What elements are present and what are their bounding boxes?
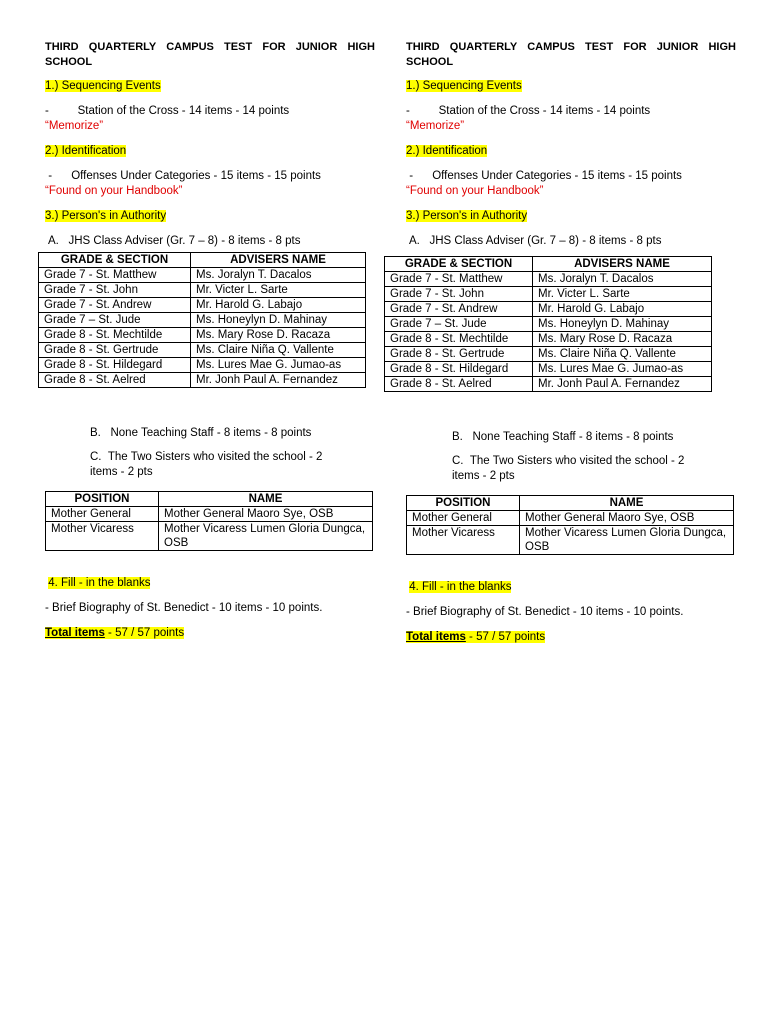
section-4-heading: 4. Fill - in the blanks: [409, 581, 512, 593]
table-header: POSITION: [407, 496, 520, 511]
section-2-detail: - Offenses Under Categories - 15 items - 15 points “Found on your Handbook”: [406, 170, 682, 197]
sisters-table-left: [45, 491, 373, 551]
table-row: [39, 313, 366, 328]
table-cell: Mother General Maoro Sye, OSB: [159, 507, 373, 522]
table-header: GRADE & SECTION: [385, 257, 533, 272]
table-header: ADVISERS NAME: [191, 253, 366, 268]
table-row: [407, 511, 734, 526]
table-cell: Ms. Mary Rose D. Racaza: [533, 332, 712, 347]
table-cell: Grade 8 - St. Mechtilde: [39, 328, 191, 343]
table-row: [385, 317, 712, 332]
section-3b-text: B. None Teaching Staff - 8 items - 8 points: [90, 427, 312, 439]
total-line: [406, 630, 736, 645]
right-column: [406, 40, 736, 249]
advisers-table-right: [384, 256, 712, 392]
total-label: Total items: [406, 631, 466, 643]
table-cell: Mother Vicaress Lumen Gloria Dungca, OSB: [159, 522, 373, 551]
section-3bc-left: [90, 426, 350, 480]
section-3a-text: A. JHS Class Adviser (Gr. 7 – 8) - 8 items - 8 pts: [409, 235, 662, 247]
table-cell: Ms. Lures Mae G. Jumao-as: [533, 362, 712, 377]
sisters-table-right: [406, 495, 734, 555]
table-header: NAME: [159, 492, 373, 507]
table-cell: Mother General Maoro Sye, OSB: [520, 511, 734, 526]
table-cell: Mr. Jonh Paul A. Fernandez: [533, 377, 712, 392]
table-header: GRADE & SECTION: [39, 253, 191, 268]
table-header: POSITION: [46, 492, 159, 507]
table-cell: Grade 7 - St. Matthew: [385, 272, 533, 287]
table-cell: Ms. Mary Rose D. Racaza: [191, 328, 366, 343]
table-cell: Mr. Jonh Paul A. Fernandez: [191, 373, 366, 388]
section-3c-text: C. The Two Sisters who visited the school - 2 items - 2 pts: [452, 455, 685, 482]
section-1-note: “Memorize”: [406, 120, 465, 132]
table-cell: Grade 8 - St. Mechtilde: [385, 332, 533, 347]
table-row: [385, 332, 712, 347]
table-cell: Grade 8 - St. Gertrude: [385, 347, 533, 362]
table-row: [39, 343, 366, 358]
section-2-note: “Found on your Handbook”: [45, 185, 183, 197]
total-value: - 57 / 57 points: [104, 627, 185, 639]
table-row: [39, 283, 366, 298]
table-cell: Mother General: [407, 511, 520, 526]
document-title: THIRD QUARTERLY CAMPUS TEST FOR JUNIOR HIGH SCHOOL: [406, 41, 736, 68]
total-line: [45, 626, 375, 641]
table-cell: Grade 8 - St. Aelred: [385, 377, 533, 392]
section-1-detail: - Station of the Cross - 14 items - 14 points “Memorize”: [406, 105, 651, 132]
document-title: THIRD QUARTERLY CAMPUS TEST FOR JUNIOR HIGH SCHOOL: [45, 41, 375, 68]
table-cell: Grade 7 - St. Andrew: [39, 298, 191, 313]
table-cell: Ms. Joralyn T. Dacalos: [191, 268, 366, 283]
table-cell: Grade 7 - St. John: [39, 283, 191, 298]
table-cell: Grade 8 - St. Gertrude: [39, 343, 191, 358]
section-1-heading: 1.) Sequencing Events: [406, 80, 522, 92]
table-header-row: [39, 253, 366, 268]
table-cell: Ms. Honeylyn D. Mahinay: [533, 317, 712, 332]
table-row: [385, 377, 712, 392]
table-header: ADVISERS NAME: [533, 257, 712, 272]
section-1-note: “Memorize”: [45, 120, 104, 132]
table-cell: Grade 7 - St. Matthew: [39, 268, 191, 283]
section-4-detail: - Brief Biography of St. Benedict - 10 items - 10 points.: [406, 606, 684, 618]
table-cell: Grade 7 - St. John: [385, 287, 533, 302]
section-3-heading: 3.) Person's in Authority: [406, 210, 528, 222]
table-cell: Ms. Claire Niña Q. Vallente: [191, 343, 366, 358]
table-header-row: [385, 257, 712, 272]
section-4-heading: 4. Fill - in the blanks: [48, 577, 151, 589]
table-row: [39, 268, 366, 283]
table-cell: Grade 8 - St. Aelred: [39, 373, 191, 388]
table-cell: Mr. Harold G. Labajo: [533, 302, 712, 317]
total-value: - 57 / 57 points: [465, 631, 546, 643]
table-cell: Ms. Lures Mae G. Jumao-as: [191, 358, 366, 373]
table-cell: Mother General: [46, 507, 159, 522]
section-1-heading: 1.) Sequencing Events: [45, 80, 161, 92]
table-header-row: [46, 492, 373, 507]
table-row: [46, 522, 373, 551]
section-3bc-right: [452, 430, 714, 484]
table-row: [39, 373, 366, 388]
table-cell: Mother Vicaress: [407, 526, 520, 555]
table-row: [407, 526, 734, 555]
table-cell: Mother Vicaress Lumen Gloria Dungca, OSB: [520, 526, 734, 555]
section-3b-text: B. None Teaching Staff - 8 items - 8 points: [452, 431, 674, 443]
table-header-row: [407, 496, 734, 511]
table-row: [385, 287, 712, 302]
section-3-heading: 3.) Person's in Authority: [45, 210, 167, 222]
section-2-note: “Found on your Handbook”: [406, 185, 544, 197]
section-3a-text: A. JHS Class Adviser (Gr. 7 – 8) - 8 items - 8 pts: [48, 235, 301, 247]
section-4-detail: - Brief Biography of St. Benedict - 10 items - 10 points.: [45, 602, 323, 614]
left-column: [45, 40, 375, 249]
section-2-heading: 2.) Identification: [406, 145, 488, 157]
section-4-right: [406, 580, 736, 645]
table-row: [39, 358, 366, 373]
table-cell: Grade 8 - St. Hildegard: [385, 362, 533, 377]
table-cell: Grade 7 – St. Jude: [39, 313, 191, 328]
table-cell: Grade 8 - St. Hildegard: [39, 358, 191, 373]
section-4-left: [45, 576, 375, 641]
table-header: NAME: [520, 496, 734, 511]
table-cell: Ms. Joralyn T. Dacalos: [533, 272, 712, 287]
advisers-table-left: [38, 252, 366, 388]
table-cell: Mother Vicaress: [46, 522, 159, 551]
table-row: [385, 362, 712, 377]
table-row: [385, 302, 712, 317]
table-row: [39, 328, 366, 343]
table-cell: Mr. Victer L. Sarte: [533, 287, 712, 302]
section-2-heading: 2.) Identification: [45, 145, 127, 157]
section-2-detail: - Offenses Under Categories - 15 items - 15 points “Found on your Handbook”: [45, 170, 321, 197]
total-label: Total items: [45, 627, 105, 639]
table-row: [46, 507, 373, 522]
section-3c-text: C. The Two Sisters who visited the school - 2 items - 2 pts: [90, 451, 323, 478]
table-cell: Ms. Honeylyn D. Mahinay: [191, 313, 366, 328]
table-cell: Ms. Claire Niña Q. Vallente: [533, 347, 712, 362]
table-row: [385, 272, 712, 287]
table-row: [39, 298, 366, 313]
section-1-detail: - Station of the Cross - 14 items - 14 points “Memorize”: [45, 105, 290, 132]
table-cell: Mr. Harold G. Labajo: [191, 298, 366, 313]
table-cell: Grade 7 - St. Andrew: [385, 302, 533, 317]
table-row: [385, 347, 712, 362]
table-cell: Mr. Victer L. Sarte: [191, 283, 366, 298]
table-cell: Grade 7 – St. Jude: [385, 317, 533, 332]
